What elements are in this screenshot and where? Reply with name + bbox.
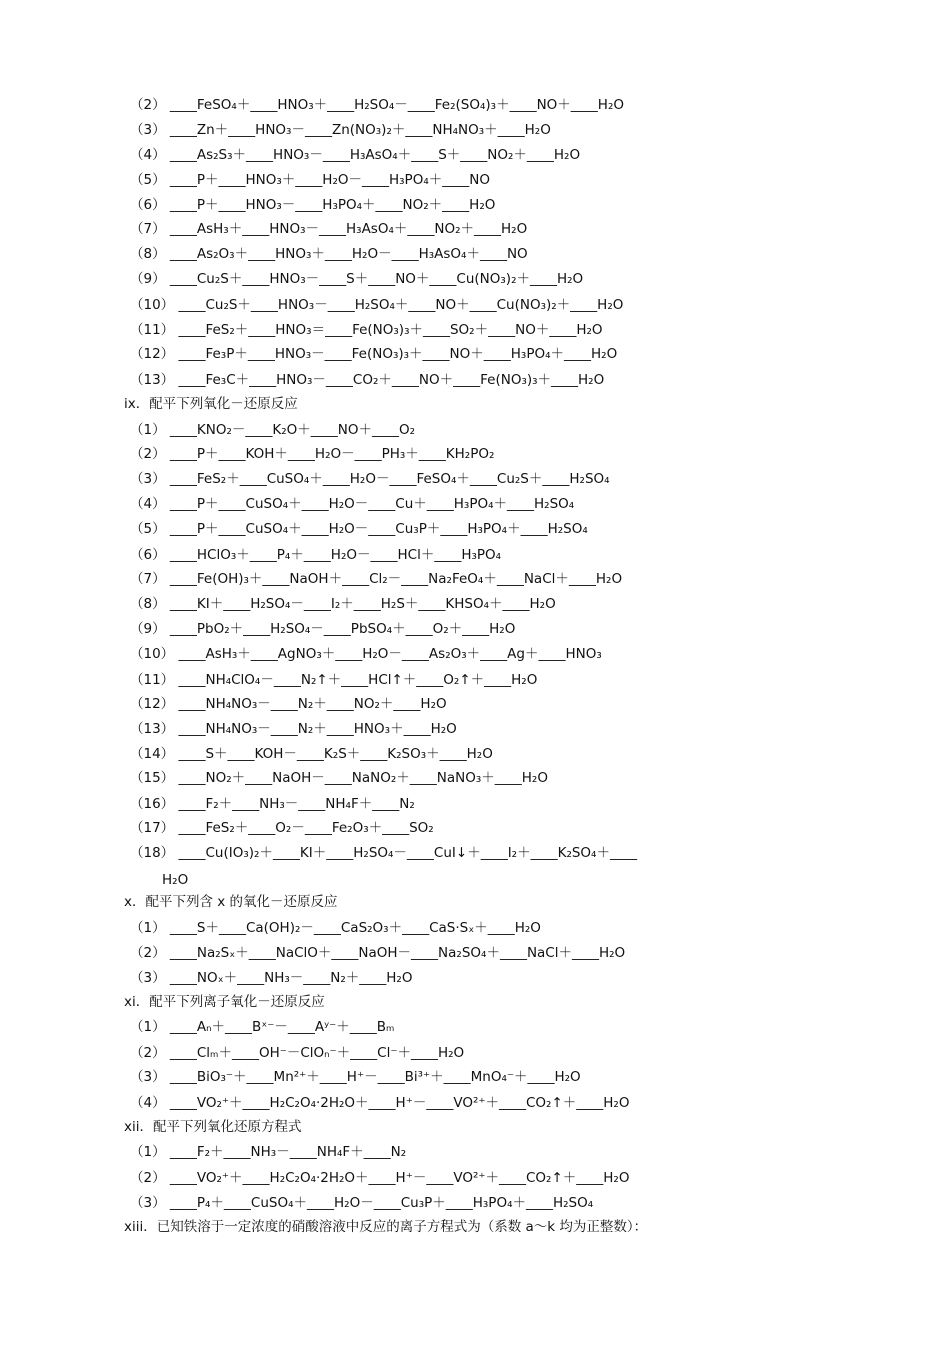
equation-line: （4） ____As₂S₃＋____HNO₃－____H₃AsO₄＋____S＋____NO₂＋____H₂O (130, 147, 581, 163)
equation-line: （2） ____Clₘ＋____OH⁻－ClOₙ⁻＋____Cl⁻＋____H₂O (130, 1045, 465, 1061)
equation-line-continued: H₂O (162, 872, 189, 888)
equation-line: （6） ____HClO₃＋____P₄＋____H₂O－____HCl＋____H₃PO₄ (130, 547, 502, 563)
equation-line: （7） ____AsH₃＋____HNO₃－____H₃AsO₄＋____NO₂＋____H₂O (130, 221, 528, 237)
equation-line: （3） ____Zn＋____HNO₃－____Zn(NO₃)₂＋____NH₄NO₃＋____H₂O (130, 122, 551, 138)
equation-line: （13） ____NH₄NO₃－____N₂＋____HNO₃＋____H₂O (130, 721, 457, 737)
equation-line: （9） ____PbO₂＋____H₂SO₄－____PbSO₄＋____O₂＋____H₂O (130, 621, 516, 637)
equation-line: （11） ____FeS₂＋____HNO₃＝____Fe(NO₃)₃＋____SO₂＋____NO＋____H₂O (130, 322, 603, 338)
equation-line: （6） ____P＋____HNO₃－____H₃PO₄＋____NO₂＋____H₂O (130, 197, 496, 213)
equation-line: （2） ____P＋____KOH＋____H₂O－____PH₃＋____KH₂PO₂ (130, 446, 495, 462)
equation-line: （5） ____P＋____HNO₃＋____H₂O－____H₃PO₄＋____NO (130, 172, 490, 188)
equation-line: （16） ____F₂＋____NH₃－____NH₄F＋____N₂ (130, 796, 415, 812)
section-heading: xiii．已知铁溶于一定浓度的硝酸溶液中反应的离子方程式为（系数 a～k 均为正整数）： (124, 1219, 648, 1235)
section-heading: ix．配平下列氧化－还原反应 (124, 396, 298, 412)
equation-line: （2） ____FeSO₄＋____HNO₃＋____H₂SO₄－____Fe₂(SO₄)₃＋____NO＋____H₂O (130, 97, 624, 113)
equation-line: （10） ____Cu₂S＋____HNO₃－____H₂SO₄＋____NO＋____Cu(NO₃)₂＋____H₂O (130, 297, 624, 313)
equation-line: （3） ____P₄＋____CuSO₄＋____H₂O－____Cu₃P＋____H₃PO₄＋____H₂SO₄ (130, 1195, 594, 1211)
equation-line: （1） ____F₂＋____NH₃－____NH₄F＋____N₂ (130, 1144, 407, 1160)
section-heading: xii．配平下列氧化还原方程式 (124, 1119, 302, 1135)
equation-line: （1） ____Aₙ＋____Bˣ⁻－____Aʸ⁻＋____Bₘ (130, 1019, 395, 1035)
equation-line: （14） ____S＋____KOH－____K₂S＋____K₂SO₃＋____H₂O (130, 746, 493, 762)
equation-line: （4） ____VO₂⁺＋____H₂C₂O₄·2H₂O＋____H⁺－____VO²⁺＋____CO₂↑＋____H₂O (130, 1095, 630, 1111)
equation-line: （1） ____S＋____Ca(OH)₂－____CaS₂O₃＋____CaS·Sₓ＋____H₂O (130, 920, 541, 936)
equation-line: （2） ____VO₂⁺＋____H₂C₂O₄·2H₂O＋____H⁺－____VO²⁺＋____CO₂↑＋____H₂O (130, 1170, 630, 1186)
section-heading: xi．配平下列离子氧化－还原反应 (124, 994, 325, 1010)
equation-line: （9） ____Cu₂S＋____HNO₃－____S＋____NO＋____Cu(NO₃)₂＋____H₂O (130, 271, 584, 287)
equation-line: （3） ____FeS₂＋____CuSO₄＋____H₂O－____FeSO₄＋____Cu₂S＋____H₂SO₄ (130, 471, 610, 487)
equation-line: （5） ____P＋____CuSO₄＋____H₂O－____Cu₃P＋____H₃PO₄＋____H₂SO₄ (130, 521, 588, 537)
equation-line: （4） ____P＋____CuSO₄＋____H₂O－____Cu＋____H₃PO₄＋____H₂SO₄ (130, 496, 575, 512)
equation-line: （1） ____KNO₂－____K₂O＋____NO＋____O₂ (130, 422, 416, 438)
equation-line: （8） ____As₂O₃＋____HNO₃＋____H₂O－____H₃AsO₄＋____NO (130, 246, 528, 262)
equation-line: （11） ____NH₄ClO₄－____N₂↑＋____HCl↑＋____O₂↑＋____H₂O (130, 672, 538, 688)
equation-line: （3） ____BiO₃⁻＋____Mn²⁺＋____H⁺－____Bi³⁺＋____MnO₄⁻＋____H₂O (130, 1069, 581, 1085)
equation-line: （18） ____Cu(IO₃)₂＋____KI＋____H₂SO₄－____CuI↓＋____I₂＋____K₂SO₄＋____ (130, 845, 637, 861)
equation-line: （13） ____Fe₃C＋____HNO₃－____CO₂＋____NO＋____Fe(NO₃)₃＋____H₂O (130, 372, 605, 388)
equation-line: （2） ____Na₂Sₓ＋____NaClO＋____NaOH－____Na₂SO₄＋____NaCl＋____H₂O (130, 945, 626, 961)
equation-line: （7） ____Fe(OH)₃＋____NaOH＋____Cl₂－____Na₂FeO₄＋____NaCl＋____H₂O (130, 571, 623, 587)
equation-line: （10） ____AsH₃＋____AgNO₃＋____H₂O－____As₂O₃＋____Ag＋____HNO₃ (130, 646, 602, 662)
equation-line: （15） ____NO₂＋____NaOH－____NaNO₂＋____NaNO₃＋____H₂O (130, 770, 548, 786)
equation-line: （8） ____KI＋____H₂SO₄－____I₂＋____H₂S＋____KHSO₄＋____H₂O (130, 596, 556, 612)
equation-line: （12） ____Fe₃P＋____HNO₃－____Fe(NO₃)₃＋____NO＋____H₃PO₄＋____H₂O (130, 346, 618, 362)
equation-line: （12） ____NH₄NO₃－____N₂＋____NO₂＋____H₂O (130, 696, 447, 712)
equation-line: （3） ____NOₓ＋____NH₃－____N₂＋____H₂O (130, 970, 413, 986)
equation-line: （17） ____FeS₂＋____O₂－____Fe₂O₃＋____SO₂ (130, 820, 434, 836)
section-heading: x．配平下列含 x 的氧化－还原反应 (124, 894, 338, 910)
